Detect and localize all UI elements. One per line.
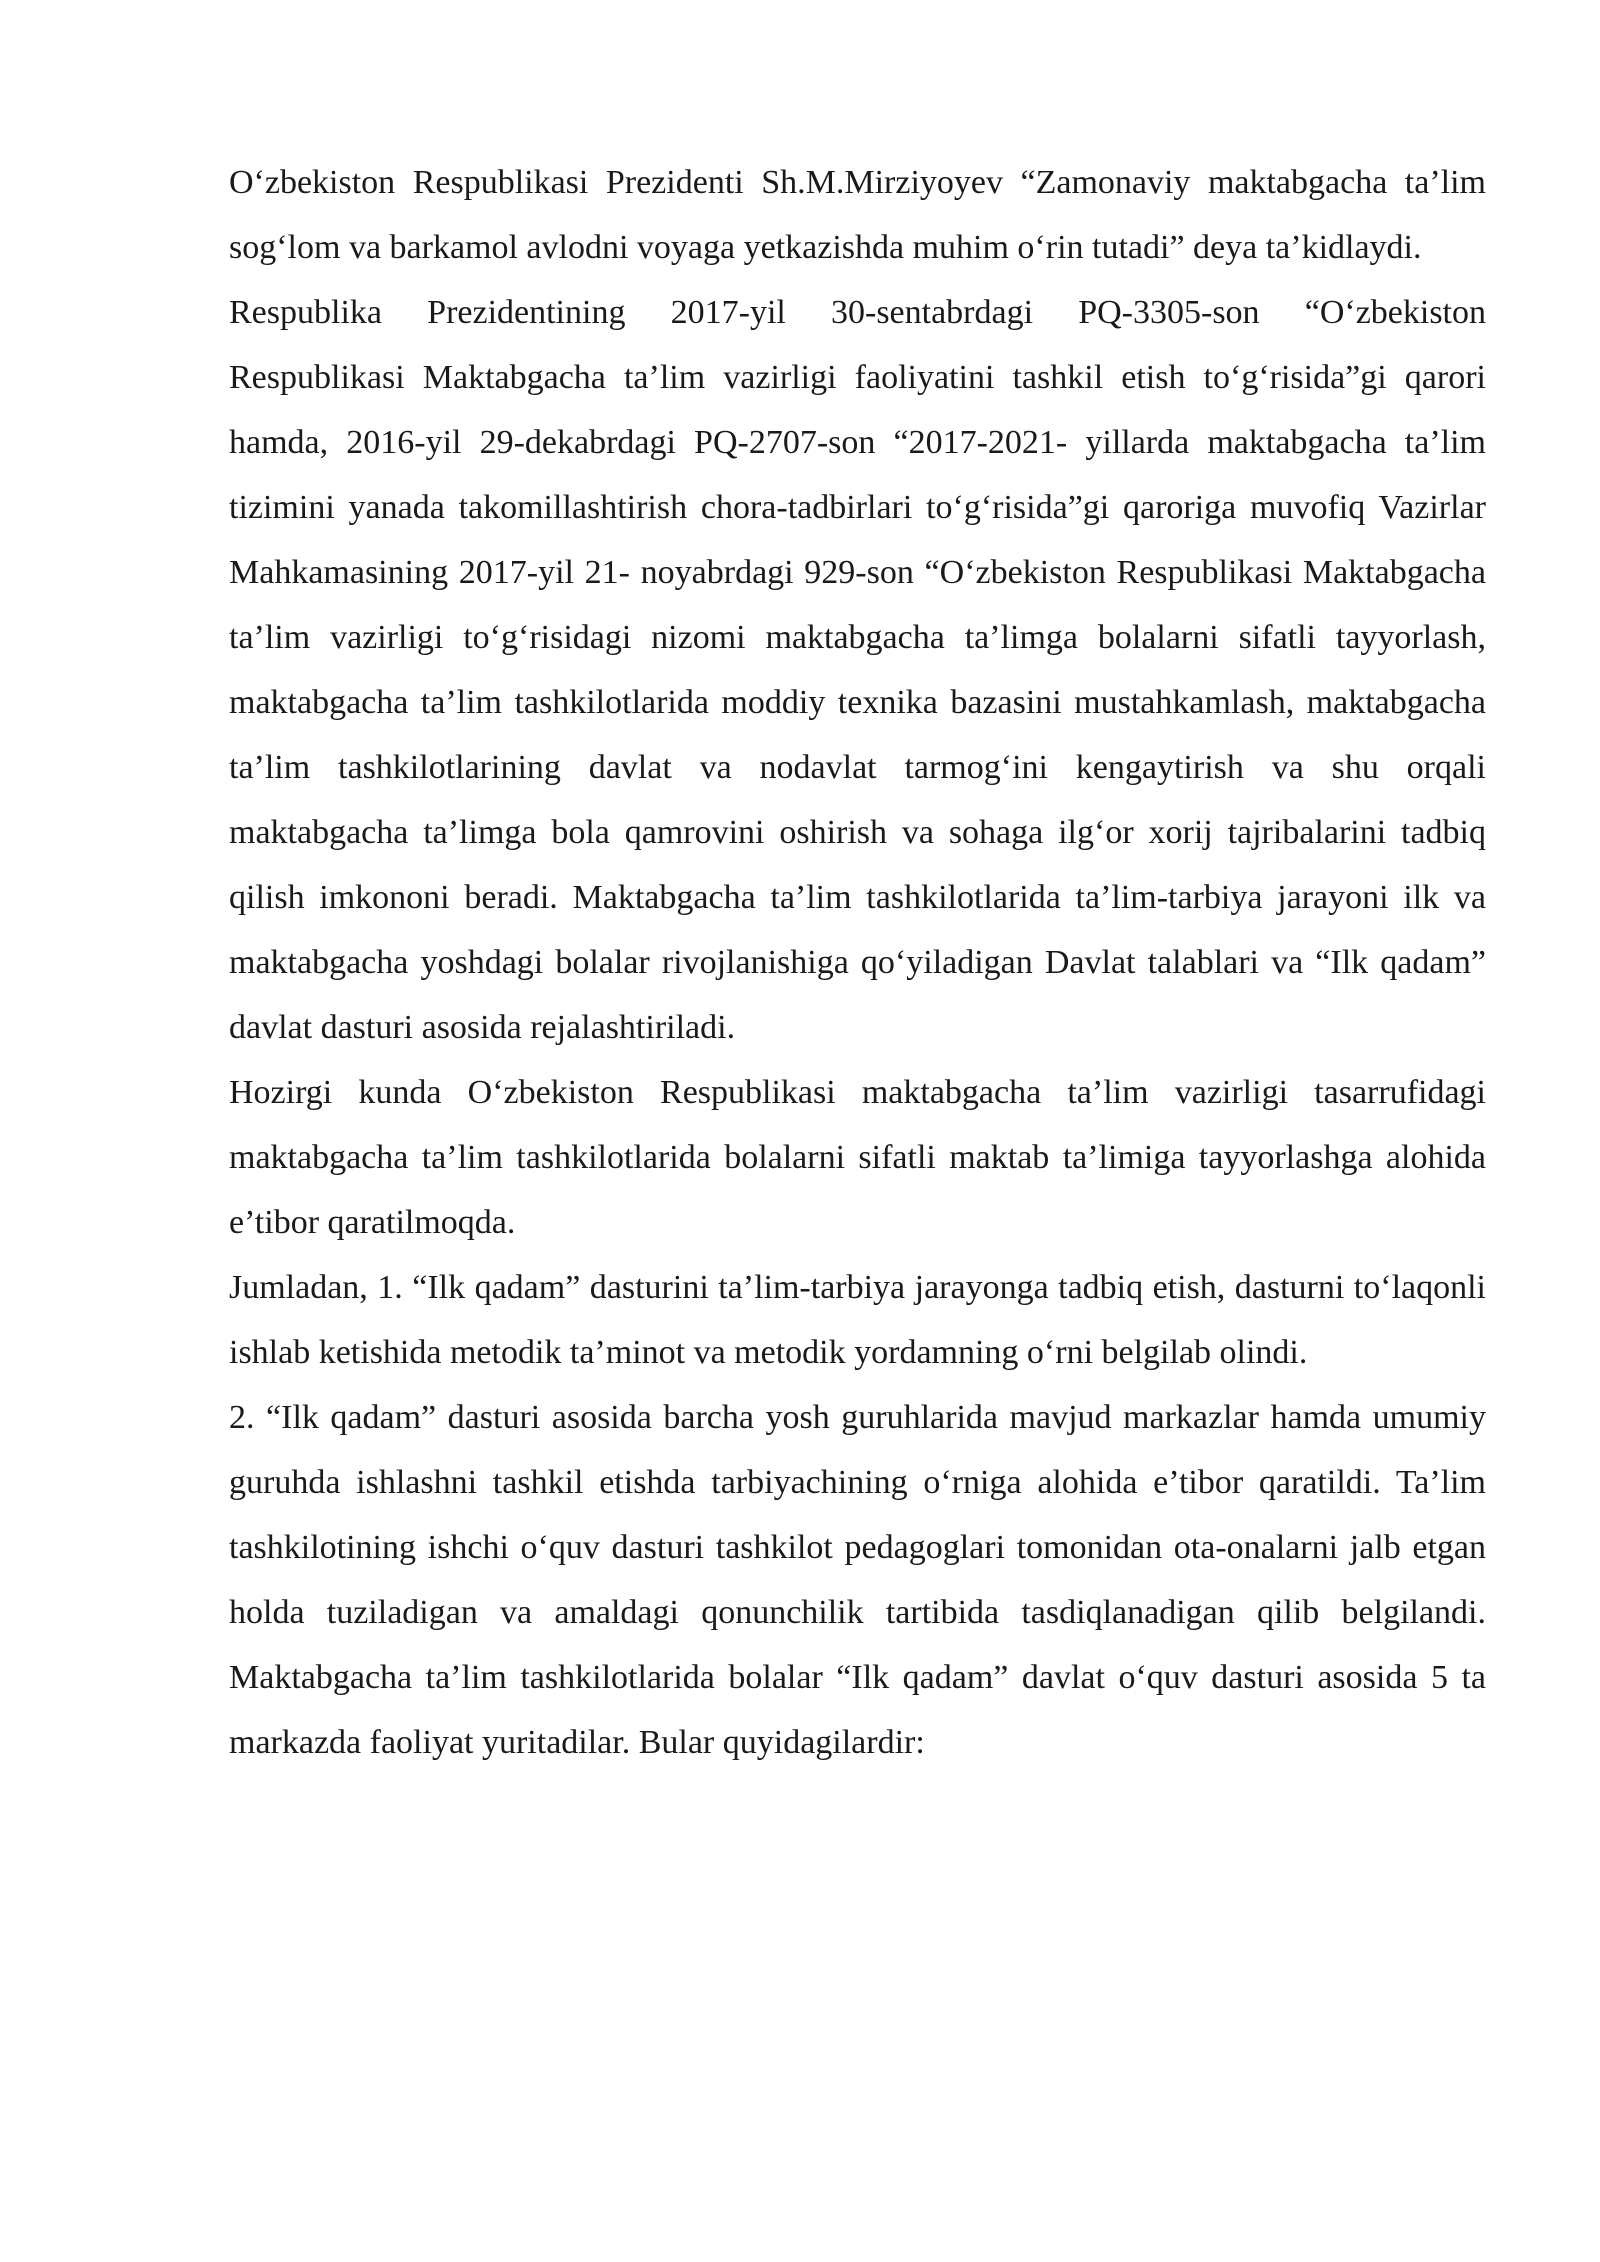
paragraph-item-1: Jumladan, 1. “Ilk qadam” dasturini ta’lim-tarbiya jarayonga tadbiq etish, dasturni to‘laqonli ishlab ketishida metodik ta’minot va metodik yordamning o‘rni belgilab olindi. bbox=[229, 1269, 1486, 1371]
paragraph-item-2: 2. “Ilk qadam” dasturi asosida barcha yosh guruhlarida mavjud markazlar hamda umumiy guruhda ishlashni tashkil etishda tarbiyachining o‘rniga alohida e’tibor qaratildi. Ta’lim tashkilotining ishchi o‘quv dasturi tashkilot pedagoglari tomonidan ota-onalarni jalb etgan holda tuziladigan va amaldagi qonunchilik tartibida tasdiqlanadigan qilib belgilandi. Maktabgacha ta’lim tashkilotlarida bolalar “Ilk qadam” davlat o‘quv dasturi asosida 5 ta markazda faoliyat yuritadilar. Bular quyidagilardir: bbox=[229, 1399, 1486, 1761]
paragraph-president-quote: O‘zbekiston Respublikasi Prezidenti Sh.M.Mirziyoyev “Zamonaviy maktabgacha ta’lim sog‘lom va barkamol avlodni voyaga yetkazishda muhim o‘rin tutadi” deya ta’kidlaydi. bbox=[229, 164, 1486, 266]
paragraph-decrees: Respublika Prezidentining 2017-yil 30-sentabrdagi PQ-3305-son “O‘zbekiston Respublikasi Maktabgacha ta’lim vazirligi faoliyatini tashkil etish to‘g‘risida”gi qarori hamda, 2016-yil 29-dekabrdagi PQ-2707-son “2017-2021- yillarda maktabgacha ta’lim tizimini yanada takomillashtirish chora-tadbirlari to‘g‘risida”gi qaroriga muvofiq Vazirlar Mahkamasining 2017-yil 21- noyabrdagi 929-son “O‘zbekiston Respublikasi Maktabgacha ta’lim vazirligi to‘g‘risidagi nizomi maktabgacha ta’limga bolalarni sifatli tayyorlash, maktabgacha ta’lim tashkilotlarida moddiy texnika bazasini mustahkamlash, maktabgacha ta’lim tashkilotlarining davlat va nodavlat tarmog‘ini kengaytirish va shu orqali maktabgacha ta’limga bola qamrovini oshirish va sohaga ilg‘or xorij tajribalarini tadbiq qilish imkononi beradi. Maktabgacha ta’lim tashkilotlarida ta’lim-tarbiya jarayoni ilk va maktabgacha yoshdagi bolalar rivojlanishiga qo‘yiladigan Davlat talablari va “Ilk qadam” davlat dasturi asosida rejalashtiriladi. bbox=[229, 294, 1486, 1046]
document-body bbox=[229, 150, 1486, 1775]
paragraph-current-focus: Hozirgi kunda O‘zbekiston Respublikasi maktabgacha ta’lim vazirligi tasarrufidagi maktabgacha ta’lim tashkilotlarida bolalarni sifatli maktab ta’limiga tayyorlashga alohida e’tibor qaratilmoqda. bbox=[229, 1074, 1486, 1241]
